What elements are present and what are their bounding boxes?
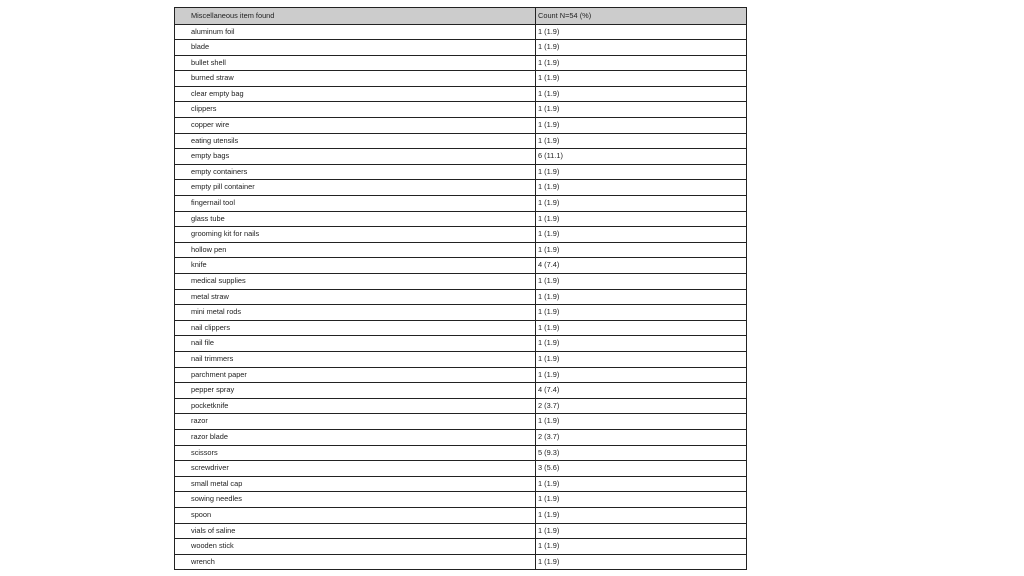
item-name-cell: grooming kit for nails xyxy=(175,227,536,243)
item-count-cell: 1 (1.9) xyxy=(536,414,747,430)
table-row xyxy=(175,461,747,477)
item-name-cell: copper wire xyxy=(175,118,536,134)
table-row xyxy=(175,118,747,134)
header-row xyxy=(175,8,747,25)
item-name-cell: nail clippers xyxy=(175,320,536,336)
item-count-cell: 1 (1.9) xyxy=(536,55,747,71)
item-name-cell: scissors xyxy=(175,445,536,461)
item-name-cell: metal straw xyxy=(175,289,536,305)
item-name-cell: aluminum foil xyxy=(175,24,536,40)
table-row xyxy=(175,398,747,414)
table-row xyxy=(175,196,747,212)
table-row xyxy=(175,227,747,243)
item-name-cell: small metal cap xyxy=(175,476,536,492)
item-count-cell: 2 (3.7) xyxy=(536,398,747,414)
item-count-cell: 1 (1.9) xyxy=(536,351,747,367)
table-row xyxy=(175,476,747,492)
table-row xyxy=(175,71,747,87)
item-count-cell: 1 (1.9) xyxy=(536,274,747,290)
item-count-cell: 1 (1.9) xyxy=(536,539,747,555)
table-row xyxy=(175,102,747,118)
item-count-cell: 5 (9.3) xyxy=(536,445,747,461)
table-row xyxy=(175,289,747,305)
item-count-cell: 1 (1.9) xyxy=(536,289,747,305)
misc-items-table xyxy=(174,7,747,570)
item-count-cell: 1 (1.9) xyxy=(536,492,747,508)
item-count-cell: 6 (11.1) xyxy=(536,149,747,165)
table-body xyxy=(175,24,747,570)
item-count-cell: 1 (1.9) xyxy=(536,476,747,492)
item-count-cell: 1 (1.9) xyxy=(536,196,747,212)
item-name-cell: nail file xyxy=(175,336,536,352)
item-name-cell: medical supplies xyxy=(175,274,536,290)
item-name-cell: parchment paper xyxy=(175,367,536,383)
table-row xyxy=(175,305,747,321)
column-header-count: Count N=54 (%) xyxy=(536,8,747,25)
item-name-cell: wooden stick xyxy=(175,539,536,555)
item-name-cell: mini metal rods xyxy=(175,305,536,321)
item-name-cell: razor blade xyxy=(175,429,536,445)
item-name-cell: fingernail tool xyxy=(175,196,536,212)
item-name-cell: knife xyxy=(175,258,536,274)
item-name-cell: empty bags xyxy=(175,149,536,165)
table-row xyxy=(175,258,747,274)
item-name-cell: hollow pen xyxy=(175,242,536,258)
table-row xyxy=(175,242,747,258)
item-count-cell: 1 (1.9) xyxy=(536,242,747,258)
item-name-cell: clippers xyxy=(175,102,536,118)
table-row xyxy=(175,507,747,523)
table-row xyxy=(175,274,747,290)
table-row xyxy=(175,149,747,165)
table-row xyxy=(175,523,747,539)
item-count-cell: 1 (1.9) xyxy=(536,554,747,570)
table-row xyxy=(175,211,747,227)
item-count-cell: 1 (1.9) xyxy=(536,40,747,56)
item-count-cell: 1 (1.9) xyxy=(536,24,747,40)
item-name-cell: eating utensils xyxy=(175,133,536,149)
table-row xyxy=(175,320,747,336)
table-row xyxy=(175,40,747,56)
item-count-cell: 1 (1.9) xyxy=(536,211,747,227)
item-name-cell: vials of saline xyxy=(175,523,536,539)
table-row xyxy=(175,86,747,102)
table-row xyxy=(175,336,747,352)
item-count-cell: 1 (1.9) xyxy=(536,164,747,180)
item-count-cell: 1 (1.9) xyxy=(536,71,747,87)
item-name-cell: screwdriver xyxy=(175,461,536,477)
table-row xyxy=(175,539,747,555)
item-name-cell: bullet shell xyxy=(175,55,536,71)
table-row xyxy=(175,492,747,508)
item-count-cell: 1 (1.9) xyxy=(536,86,747,102)
item-count-cell: 1 (1.9) xyxy=(536,118,747,134)
item-count-cell: 3 (5.6) xyxy=(536,461,747,477)
table-row xyxy=(175,367,747,383)
table-header xyxy=(175,8,747,25)
table-row xyxy=(175,180,747,196)
item-count-cell: 1 (1.9) xyxy=(536,507,747,523)
table-row xyxy=(175,414,747,430)
item-name-cell: empty pill container xyxy=(175,180,536,196)
table-row xyxy=(175,383,747,399)
table-row xyxy=(175,55,747,71)
item-count-cell: 1 (1.9) xyxy=(536,102,747,118)
item-count-cell: 1 (1.9) xyxy=(536,305,747,321)
item-count-cell: 1 (1.9) xyxy=(536,367,747,383)
table-row xyxy=(175,133,747,149)
item-count-cell: 2 (3.7) xyxy=(536,429,747,445)
table-row xyxy=(175,351,747,367)
table-row xyxy=(175,164,747,180)
item-name-cell: razor xyxy=(175,414,536,430)
item-count-cell: 1 (1.9) xyxy=(536,227,747,243)
item-count-cell: 1 (1.9) xyxy=(536,180,747,196)
item-name-cell: wrench xyxy=(175,554,536,570)
item-count-cell: 1 (1.9) xyxy=(536,133,747,149)
column-header-item: Miscellaneous item found xyxy=(175,8,536,25)
table-row xyxy=(175,554,747,570)
item-count-cell: 4 (7.4) xyxy=(536,383,747,399)
item-name-cell: nail trimmers xyxy=(175,351,536,367)
table-row xyxy=(175,429,747,445)
item-name-cell: glass tube xyxy=(175,211,536,227)
item-count-cell: 1 (1.9) xyxy=(536,523,747,539)
item-name-cell: sowing needles xyxy=(175,492,536,508)
item-name-cell: empty containers xyxy=(175,164,536,180)
table-row xyxy=(175,445,747,461)
item-count-cell: 4 (7.4) xyxy=(536,258,747,274)
item-count-cell: 1 (1.9) xyxy=(536,336,747,352)
table-row xyxy=(175,24,747,40)
item-name-cell: clear empty bag xyxy=(175,86,536,102)
item-name-cell: blade xyxy=(175,40,536,56)
item-name-cell: pepper spray xyxy=(175,383,536,399)
item-count-cell: 1 (1.9) xyxy=(536,320,747,336)
item-name-cell: burned straw xyxy=(175,71,536,87)
item-name-cell: spoon xyxy=(175,507,536,523)
items-table-container xyxy=(174,7,746,570)
item-name-cell: pocketknife xyxy=(175,398,536,414)
